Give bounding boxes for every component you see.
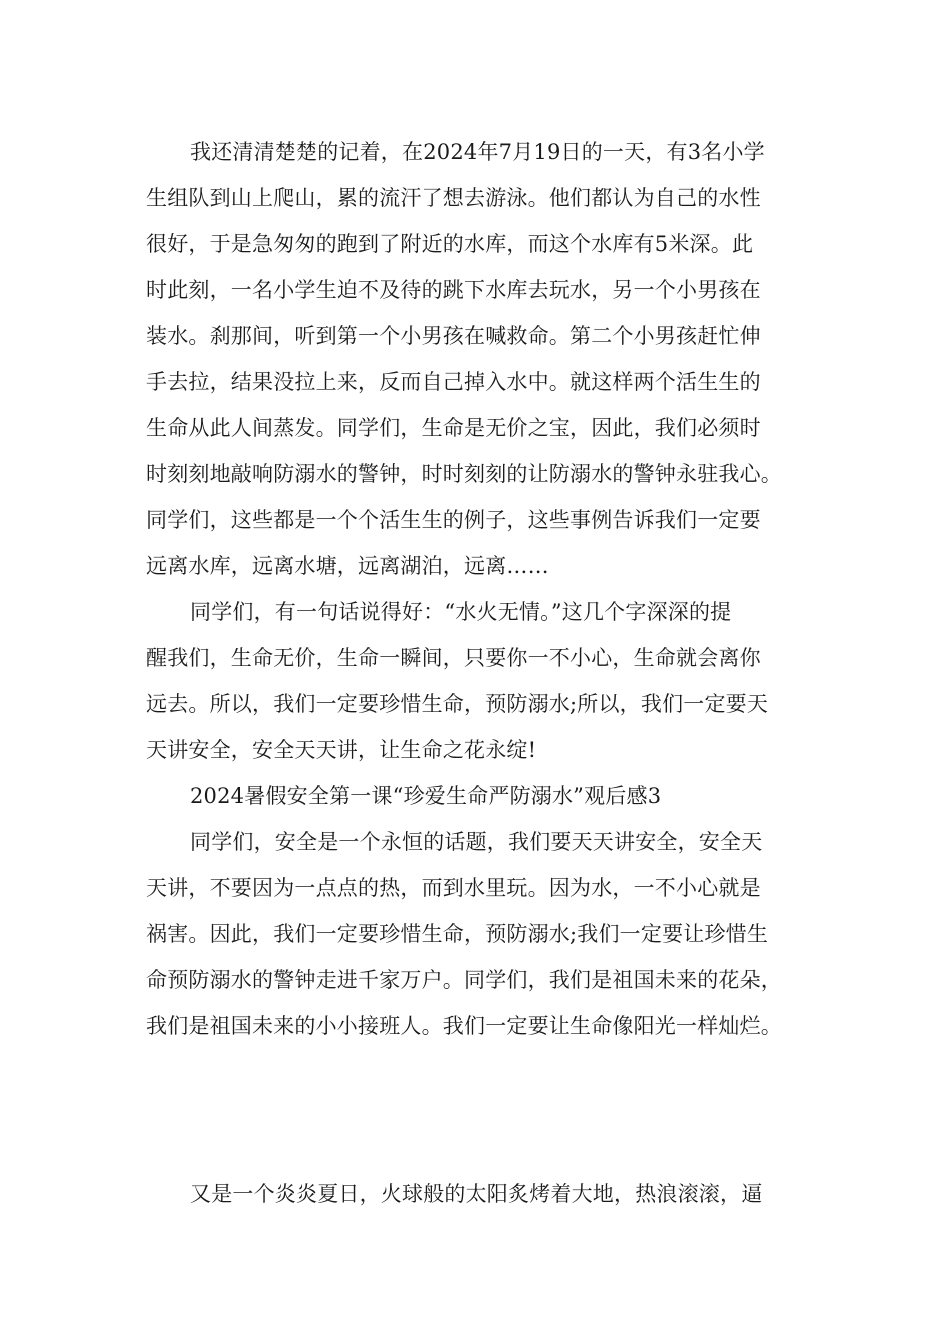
text-line-21: 又是一个炎炎夏日，火球般的太阳炙烤着大地，热浪滚滚，逼 <box>190 1182 763 1206</box>
text-line-2: 生组队到山上爬山，累的流汗了想去游泳。他们都认为自己的水性 <box>146 186 761 210</box>
text-line-20: 我们是祖国未来的小小接班人。我们一定要让生命像阳光一样灿烂。 <box>146 1014 782 1038</box>
text-line-10: 远离水库，远离水塘，远离湖泊，远离…… <box>146 554 549 578</box>
text-line-4: 时此刻，一名小学生迫不及待的跳下水库去玩水，另一个小男孩在 <box>146 278 761 302</box>
text-line-5: 装水。刹那间，听到第一个小男孩在喊救命。第二个小男孩赶忙伸 <box>146 324 761 348</box>
text-line-6: 手去拉，结果没拉上来，反而自己掉入水中。就这样两个活生生的 <box>146 370 761 394</box>
text-line-14: 天讲安全，安全天天讲，让生命之花永绽! <box>146 738 537 762</box>
text-line-12: 醒我们，生命无价，生命一瞬间，只要你一不小心，生命就会离你 <box>146 646 761 670</box>
text-line-17: 天讲，不要因为一点点的热，而到水里玩。因为水，一不小心就是 <box>146 876 761 900</box>
text-line-19: 命预防溺水的警钟走进千家万户。同学们，我们是祖国未来的花朵， <box>146 968 782 992</box>
text-line-8: 时刻刻地敲响防溺水的警钟，时时刻刻的让防溺水的警钟永驻我心。 <box>146 462 782 486</box>
section-heading: 2024暑假安全第一课“珍爱生命严防溺水”观后感3 <box>190 784 662 808</box>
text-line-1: 我还清清楚楚的记着，在2024年7月19日的一天，有3名小学 <box>190 140 765 164</box>
text-line-16: 同学们，安全是一个永恒的话题，我们要天天讲安全，安全天 <box>190 830 763 854</box>
text-line-18: 祸害。因此，我们一定要珍惜生命，预防溺水;我们一定要让珍惜生 <box>146 922 769 946</box>
text-line-7: 生命从此人间蒸发。同学们，生命是无价之宝，因此，我们必须时 <box>146 416 761 440</box>
text-line-11: 同学们，有一句话说得好：“水火无情。”这几个字深深的提 <box>190 600 732 624</box>
text-line-3: 很好，于是急匆匆的跑到了附近的水库，而这个水库有5米深。此 <box>146 232 754 256</box>
text-line-9: 同学们，这些都是一个个活生生的例子，这些事例告诉我们一定要 <box>146 508 761 532</box>
text-line-13: 远去。所以，我们一定要珍惜生命，预防溺水;所以，我们一定要天 <box>146 692 769 716</box>
